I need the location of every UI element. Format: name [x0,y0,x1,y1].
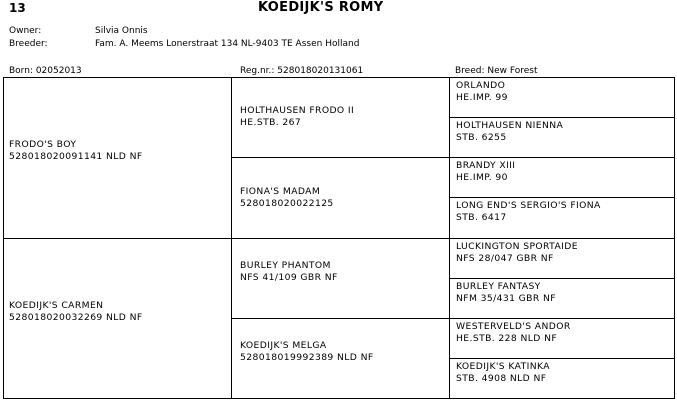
sdd-reg: STB. 6417 [456,212,507,223]
dam-reg: 528018020032269 NLD NF [9,312,143,323]
dam-name: KOEDIJK'S CARMEN [9,300,104,311]
dsd-cell [456,281,556,305]
dam-dam-name: KOEDIJK'S MELGA [240,340,327,351]
dam-cell [9,300,143,324]
dds-name: WESTERVELD'S ANDOR [456,321,571,332]
sire-sire-name: HOLTHAUSEN FRODO II [240,105,355,116]
sss-reg: HE.IMP. 99 [456,92,508,103]
dsd-name: BURLEY FANTASY [456,281,541,292]
grid-gen3-split-4 [449,358,675,359]
born-date: Born: 02052013 [9,66,82,76]
sire-sire-cell [240,105,354,129]
dsd-reg: NFM 35/431 GBR NF [456,293,556,304]
sdd-name: LONG END'S SERGIO'S FIONA [456,200,601,211]
sss-name: ORLANDO [456,80,506,91]
dss-reg: NFS 28/047 GBR NF [456,253,554,264]
sds-name: BRANDY XIII [456,160,516,171]
breeder-label: Breeder: [9,39,48,49]
dds-reg: HE.STB. 228 NLD NF [456,333,558,344]
grid-gen2-split-bottom [231,318,675,319]
sire-sire-reg: HE.STB. 267 [240,117,302,128]
dam-sire-reg: NFS 41/109 GBR NF [240,272,338,283]
grid-top-line [3,77,675,78]
ddd-cell [456,361,550,385]
sire-dam-reg: 528018020022125 [240,198,334,209]
dam-sire-cell [240,260,338,284]
dss-name: LUCKINGTON SPORTAIDE [456,241,578,252]
grid-gen3-split-1 [449,117,675,118]
sds-cell [456,160,515,184]
sds-reg: HE.IMP. 90 [456,172,508,183]
grid-gen3-split-3 [449,278,675,279]
sire-name: FRODO'S BOY [9,139,77,150]
sire-dam-name: FIONA'S MADAM [240,186,321,197]
dam-sire-name: BURLEY PHANTOM [240,260,331,271]
ddd-name: KOEDIJK'S KATINKA [456,361,550,372]
breed: Breed: New Forest [455,66,538,76]
sire-cell [9,139,143,163]
registration-number: Reg.nr.: 528018020131061 [240,66,364,76]
grid-gen2-split-top [231,157,675,158]
ssd-reg: STB. 6255 [456,132,507,143]
horse-name-title: KOEDIJK'S ROMY [258,0,384,15]
ssd-name: HOLTHAUSEN NIENNA [456,120,564,131]
catalog-number: 13 [9,1,26,15]
dam-dam-cell [240,340,374,364]
sire-reg: 528018020091141 NLD NF [9,151,143,162]
breeder-value: Fam. A. Meems Lonerstraat 134 NL-9403 TE Assen Holland [95,39,360,49]
sdd-cell [456,200,601,224]
sire-dam-cell [240,186,334,210]
dss-cell [456,241,578,265]
sss-cell [456,80,508,104]
ddd-reg: STB. 4908 NLD NF [456,373,547,384]
grid-bottom-line [3,398,675,399]
dam-dam-reg: 528018019992389 NLD NF [240,352,374,363]
dds-cell [456,321,571,345]
owner-label: Owner: [9,26,42,36]
owner-value: Silvia Onnis [95,26,148,36]
grid-gen1-split [3,238,675,239]
ssd-cell [456,120,563,144]
grid-gen3-split-2 [449,197,675,198]
